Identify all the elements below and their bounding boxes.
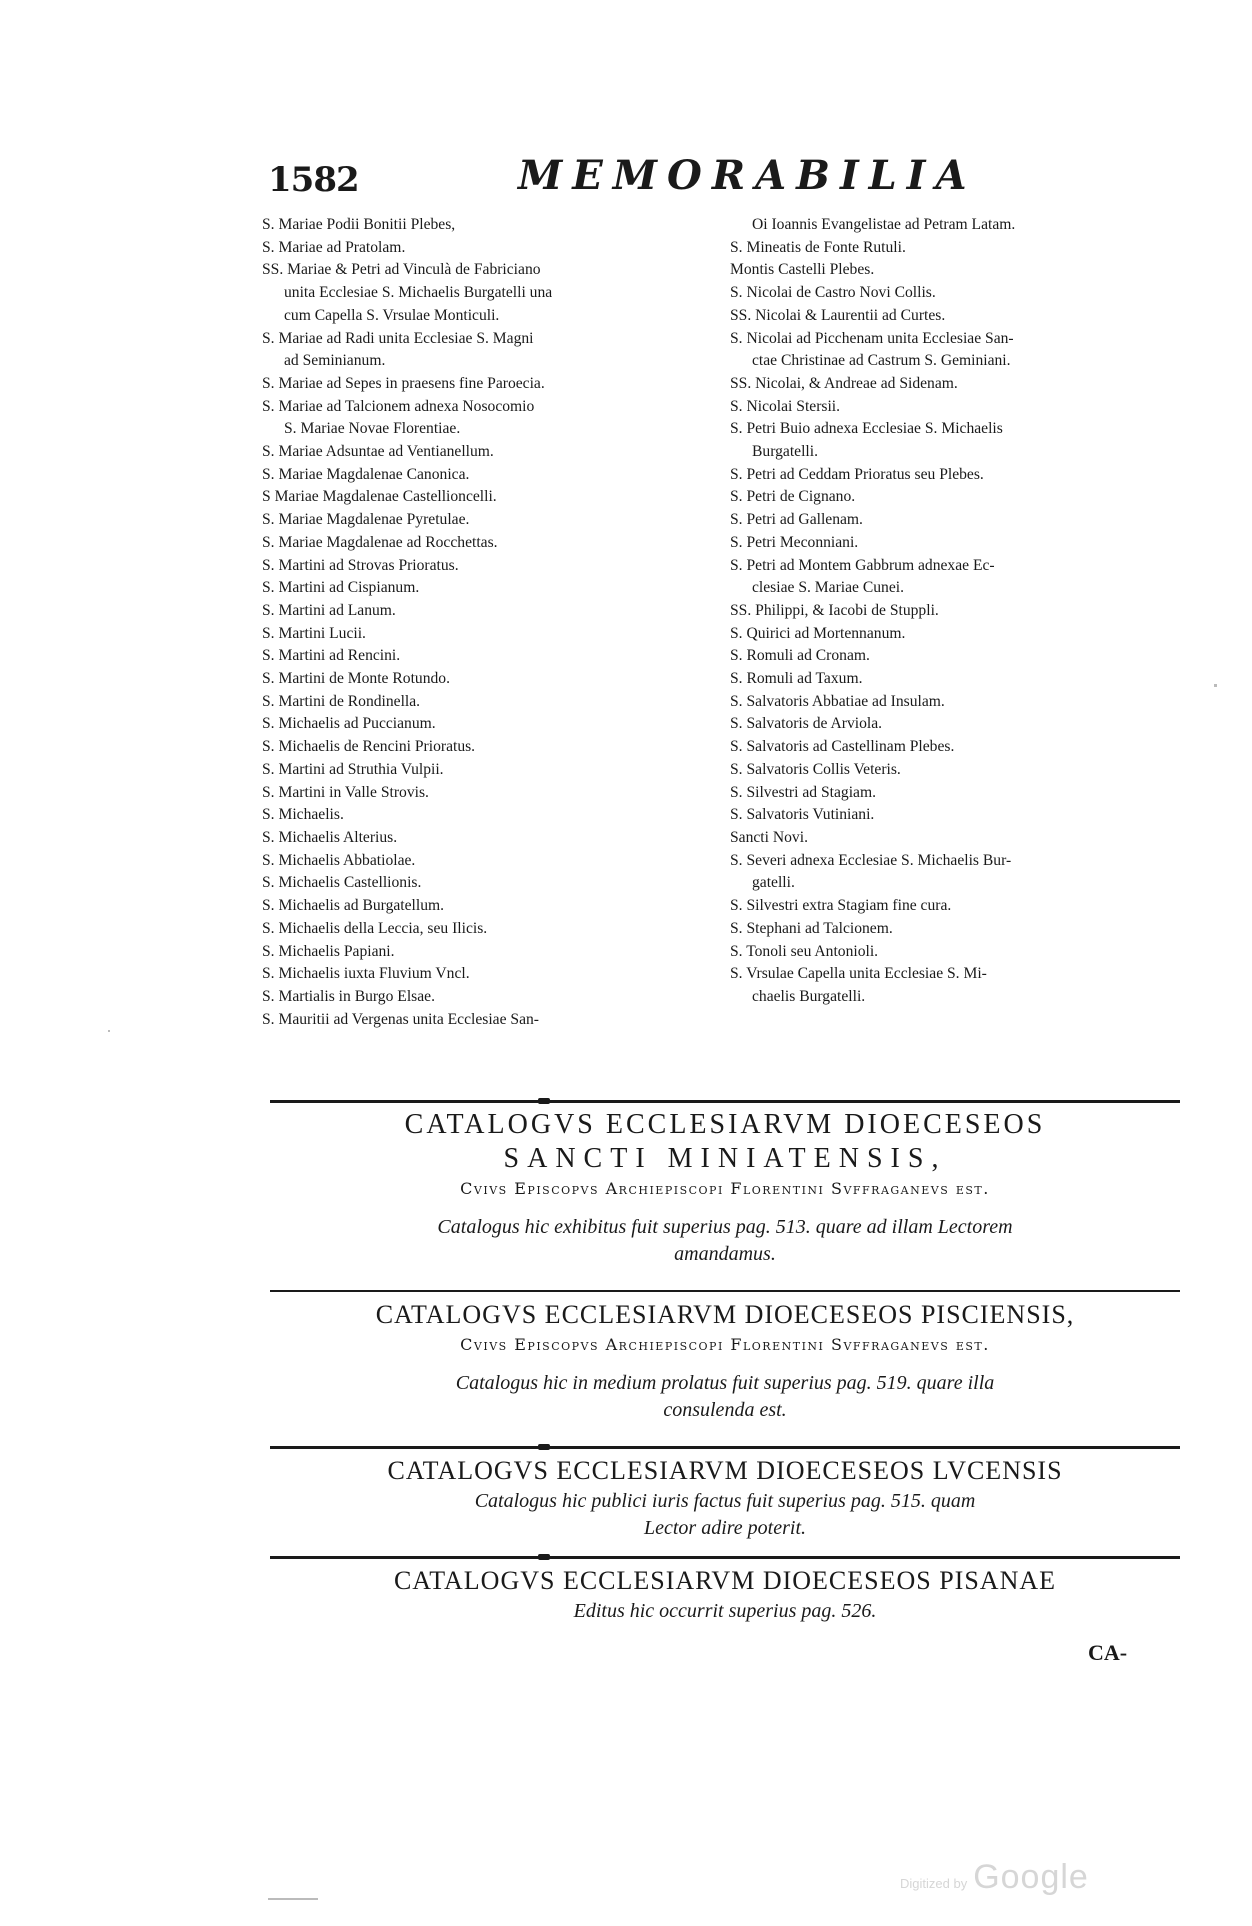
church-entry: S. Stephani ad Talcionem. [730, 919, 893, 937]
church-entry: SS. Philippi, & Iacobi de Stuppli. [730, 601, 939, 619]
church-entry: S. Mariae ad Sepes in praesens fine Paroecia. [262, 374, 545, 392]
divider-rule [270, 1556, 1180, 1559]
church-entry: S. Michaelis ad Burgatellum. [262, 897, 445, 915]
church-entry: S. Mariae Magdalenae Pyretulae. [262, 511, 470, 529]
church-entry: S. Mariae Podii Bonitii Plebes, [262, 216, 456, 233]
church-entry: S. Martini ad Lanum. [262, 601, 396, 619]
section-note: amandamus. [674, 1243, 776, 1265]
church-entry: S. Martini in Valle Strovis. [262, 783, 429, 801]
divider-rule [270, 1290, 1180, 1292]
page-edge-mark [268, 1898, 318, 1900]
church-entry: S. Nicolai de Castro Novi Collis. [730, 284, 936, 302]
church-entry: unita Ecclesiae S. Michaelis Burgatelli una [284, 284, 553, 302]
church-entry: ctae Christinae ad Castrum S. Geminiani. [752, 352, 1011, 370]
church-entry: S. Romuli ad Taxum. [730, 670, 863, 688]
church-entry: clesiae S. Mariae Cunei. [752, 579, 904, 597]
church-entry: S. Martini ad Struthia Vulpii. [262, 760, 444, 778]
church-entry: S. Mariae ad Talcionem adnexa Nosocomio [262, 397, 535, 415]
church-entry: S. Tonoli seu Antonioli. [730, 942, 879, 960]
section-note: Editus hic occurrit superius pag. 526. [573, 1600, 877, 1622]
section-note: Lector adire poterit. [643, 1517, 807, 1539]
church-entry: S. Salvatoris ad Castellinam Plebes. [730, 738, 955, 756]
church-entry: chaelis Burgatelli. [752, 987, 866, 1005]
church-entry: S. Vrsulae Capella unita Ecclesiae S. Mi- [730, 965, 987, 983]
speck [1214, 684, 1217, 687]
church-entry: S. Nicolai ad Picchenam unita Ecclesiae San- [730, 329, 1014, 347]
church-entry: Sancti Novi. [730, 828, 808, 846]
divider-rule [270, 1100, 1180, 1103]
church-entry: S. Petri ad Ceddam Prioratus seu Plebes. [730, 465, 984, 483]
church-entry: S. Mariae Magdalenae ad Rocchettas. [262, 533, 498, 551]
church-entry: SS. Nicolai, & Andreae ad Sidenam. [730, 374, 958, 392]
catchword: CA- [1088, 1640, 1128, 1665]
church-entry: S. Martialis in Burgo Elsae. [262, 987, 435, 1005]
church-entry: S. Salvatoris Collis Veteris. [730, 760, 901, 778]
church-entry: S. Mariae Magdalenae Canonica. [262, 465, 470, 483]
watermark-brand: Google [973, 1858, 1089, 1896]
section-note: Catalogus hic in medium prolatus fuit superius pag. 519. quare illa [455, 1372, 995, 1394]
church-entry: S. Michaelis Alterius. [262, 828, 398, 846]
section-subtitle: Cvivs Episcopvs Archiepiscopi Florentini Svffraganevs est. [460, 1179, 990, 1198]
church-entry: Burgatelli. [752, 443, 818, 461]
church-entry: S. Mariae ad Pratolam. [262, 238, 406, 256]
section-note: Catalogus hic exhibitus fuit superius pag. 513. quare ad illam Lectorem [437, 1216, 1013, 1238]
church-entry: S. Mineatis de Fonte Rutuli. [730, 238, 906, 256]
church-entry: S. Mariae ad Radi unita Ecclesiae S. Magni [262, 329, 534, 347]
church-entry: S. Mariae Novae Florentiae. [284, 420, 461, 438]
church-entry: S. Petri ad Gallenam. [730, 511, 863, 529]
section-note: Catalogus hic publici iuris factus fuit superius pag. 515. quam [474, 1490, 976, 1512]
church-entry: S. Severi adnexa Ecclesiae S. Michaelis Bur- [730, 851, 1012, 869]
church-entry: S Mariae Magdalenae Castellioncelli. [262, 488, 497, 506]
church-entry: gatelli. [752, 874, 795, 892]
section-title: CATALOGVS ECCLESIARVM DIOECESEOS PISANAE [393, 1566, 1057, 1595]
church-entry: S. Michaelis Castellionis. [262, 874, 422, 892]
running-title: MEMORABILIA [518, 152, 977, 199]
church-entry: S. Salvatoris de Arviola. [730, 715, 883, 733]
church-entry: S. Michaelis ad Puccianum. [262, 715, 436, 733]
church-entry: S. Silvestri ad Stagiam. [730, 783, 876, 801]
church-entry: SS. Nicolai & Laurentii ad Curtes. [730, 306, 946, 324]
church-entry: S. Petri ad Montem Gabbrum adnexae Ec- [730, 556, 995, 574]
church-entry: S. Michaelis Abbatiolae. [262, 851, 416, 869]
church-entry: S. Nicolai Stersii. [730, 397, 841, 415]
church-entry: S. Petri Meconniani. [730, 533, 859, 551]
right-column [730, 214, 1180, 1009]
church-entry: S. Salvatoris Vutiniani. [730, 806, 875, 824]
church-entry: S. Mariae Adsuntae ad Ventianellum. [262, 443, 494, 461]
watermark-prefix: Digitized by [900, 1876, 968, 1891]
church-entry: S. Romuli ad Cronam. [730, 647, 870, 665]
church-entry: Montis Castelli Plebes. [730, 261, 875, 279]
church-entry: S. Petri de Cignano. [730, 488, 856, 506]
section-lucensis [270, 1454, 1180, 1542]
church-entry: S. Salvatoris Abbatiae ad Insulam. [730, 692, 945, 710]
section-miniatensis [270, 1108, 1180, 1268]
church-entry: S. Michaelis iuxta Fluvium Vncl. [262, 965, 470, 983]
speck [108, 1030, 110, 1032]
church-entry: S. Quirici ad Mortennanum. [730, 624, 906, 642]
section-title: SANCTI MINIATENSIS, [503, 1143, 947, 1174]
section-subtitle: Cvivs Episcopvs Archiepiscopi Florentini Svffraganevs est. [460, 1335, 990, 1354]
section-title: CATALOGVS ECCLESIARVM DIOECESEOS PISCIENSIS, [375, 1300, 1075, 1329]
church-entry: Oi Ioannis Evangelistae ad Petram Latam. [752, 216, 1016, 233]
church-entry: S. Martini ad Strovas Prioratus. [262, 556, 459, 574]
digitized-watermark [900, 1858, 1089, 1897]
church-entry: S. Michaelis Papiani. [262, 942, 395, 960]
left-column [262, 214, 702, 1031]
church-entry: S. Michaelis de Rencini Prioratus. [262, 738, 476, 756]
church-entry: S. Mauritii ad Vergenas unita Ecclesiae San- [262, 1010, 540, 1028]
church-entry: SS. Mariae & Petri ad Vinculà de Fabriciano [262, 261, 541, 279]
church-entry: ad Seminianum. [284, 352, 386, 370]
section-pisanae [270, 1564, 1180, 1625]
church-entry: S. Michaelis della Leccia, seu Ilicis. [262, 919, 488, 937]
church-entry: S. Michaelis. [262, 806, 344, 824]
church-entry: S. Martini Lucii. [262, 624, 366, 642]
section-title: CATALOGVS ECCLESIARVM DIOECESEOS LVCENSIS [387, 1456, 1063, 1485]
church-entry: S. Martini de Rondinella. [262, 692, 421, 710]
church-entry: S. Martini ad Rencini. [262, 647, 401, 665]
section-note: consulenda est. [663, 1399, 787, 1421]
section-pisciensis [270, 1298, 1180, 1424]
divider-rule [270, 1446, 1180, 1449]
church-entry: S. Martini ad Cispianum. [262, 579, 420, 597]
section-title: CATALOGVS ECCLESIARVM DIOECESEOS [404, 1109, 1046, 1140]
church-entry: S. Petri Buio adnexa Ecclesiae S. Michaelis [730, 420, 1003, 438]
church-entry: S. Martini de Monte Rotundo. [262, 670, 450, 688]
church-entry: S. Silvestri extra Stagiam fine cura. [730, 897, 952, 915]
page-number: 1582 [268, 160, 359, 200]
page-header [268, 148, 1068, 208]
church-entry: cum Capella S. Vrsulae Monticuli. [284, 306, 500, 324]
